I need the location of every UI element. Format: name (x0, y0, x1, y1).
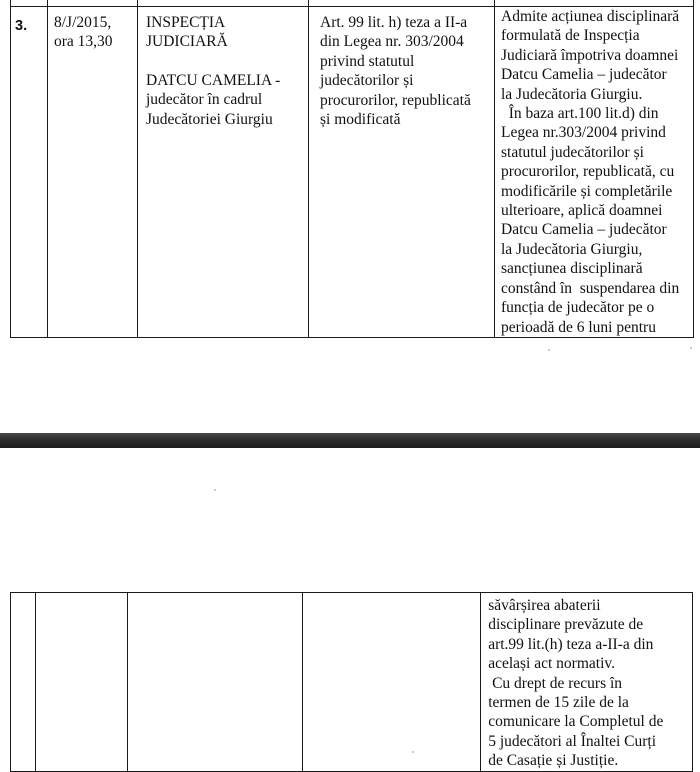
decision-line: termen de 15 zile de la (488, 694, 629, 712)
time-line: ora 13,30 (54, 33, 113, 51)
parties-cell (127, 593, 302, 772)
decision-line: modificările și completările (501, 182, 673, 200)
decision-line: disciplinare prevăzute de (488, 616, 644, 634)
decision-line: art.99 lit.(h) teza a-II-a din (488, 635, 654, 653)
decision-line: Legea nr.303/2004 privind (501, 124, 666, 142)
decision-line: perioadă de 6 luni pentru (501, 318, 656, 336)
decision-line: Admite acțiunea disciplinară (501, 8, 680, 25)
date-cell (48, 7, 138, 338)
table-row (11, 593, 693, 772)
case-number: 3. (15, 18, 28, 34)
legal-basis-line: din Legea nr. 303/2004 (320, 33, 464, 51)
plaintiff-line: JUDICIARĂ (146, 33, 228, 51)
decision-line: comunicare la Completul de (488, 713, 664, 731)
defendant-line: Judecătoriei Giurgiu (146, 110, 273, 128)
scan-speck (548, 349, 550, 351)
plaintiff-line: INSPECȚIA (146, 14, 226, 31)
decision-line: 5 judecători al Înaltei Curți (488, 732, 657, 750)
date-line: 8/J/2015, (54, 14, 112, 31)
decision-cell (495, 7, 694, 338)
decision-line: Datcu Camelia – judecător (501, 66, 667, 84)
legal-basis-line: privind statutul (320, 52, 415, 70)
decision-table-bottom (10, 592, 693, 772)
decision-line: statutul judecătorilor și (501, 143, 644, 161)
case-number-cell (11, 593, 36, 772)
decision-line: Datcu Camelia – judecător (501, 221, 667, 239)
decision-line: funcția de judecător pe o (501, 299, 655, 317)
scan-speck (412, 751, 414, 753)
table-row (11, 7, 694, 338)
legal-basis-line: judecătorilor și (320, 72, 414, 90)
decision-line: sancțiunea disciplinară (501, 260, 643, 278)
decision-table-top (10, 0, 694, 338)
decision-line: procurorilor, republicată, cu (501, 163, 675, 181)
legal-basis-line: și modificată (320, 111, 401, 129)
scan-speck (690, 347, 692, 349)
decision-line: săvârșirea abaterii (488, 597, 601, 614)
decision-line: același act normativ. (488, 655, 615, 673)
decision-line: constând în suspendarea din (501, 279, 680, 297)
decision-line: de Casație și Justiție. (488, 752, 619, 770)
decision-line: ulterioare, aplică doamnei (501, 202, 663, 220)
decision-line: Judiciară împotriva doamnei (501, 46, 679, 64)
decision-cell (481, 593, 693, 772)
legal-basis-line: procurorilor, republicată (320, 91, 471, 109)
decision-line: Cu drept de recurs în (488, 674, 623, 692)
decision-line: formulată de Inspecția (501, 27, 640, 45)
scan-speck (214, 489, 216, 491)
decision-line: la Judecătoria Giurgiu. (501, 85, 643, 103)
parties-cell (138, 7, 309, 338)
defendant-line: judecător în cadrul (146, 91, 263, 109)
page-break-divider (0, 433, 700, 448)
legal-basis-line: Art. 99 lit. h) teza a II-a (320, 14, 468, 31)
case-number-cell (11, 7, 48, 338)
legal-basis-cell (309, 7, 495, 338)
date-cell (36, 593, 127, 772)
legal-basis-cell (302, 593, 480, 772)
defendant-line: DATCU CAMELIA - (146, 71, 281, 89)
decision-line: la Judecătoria Giurgiu, (501, 240, 643, 258)
decision-line: În baza art.100 lit.d) din (501, 105, 659, 123)
